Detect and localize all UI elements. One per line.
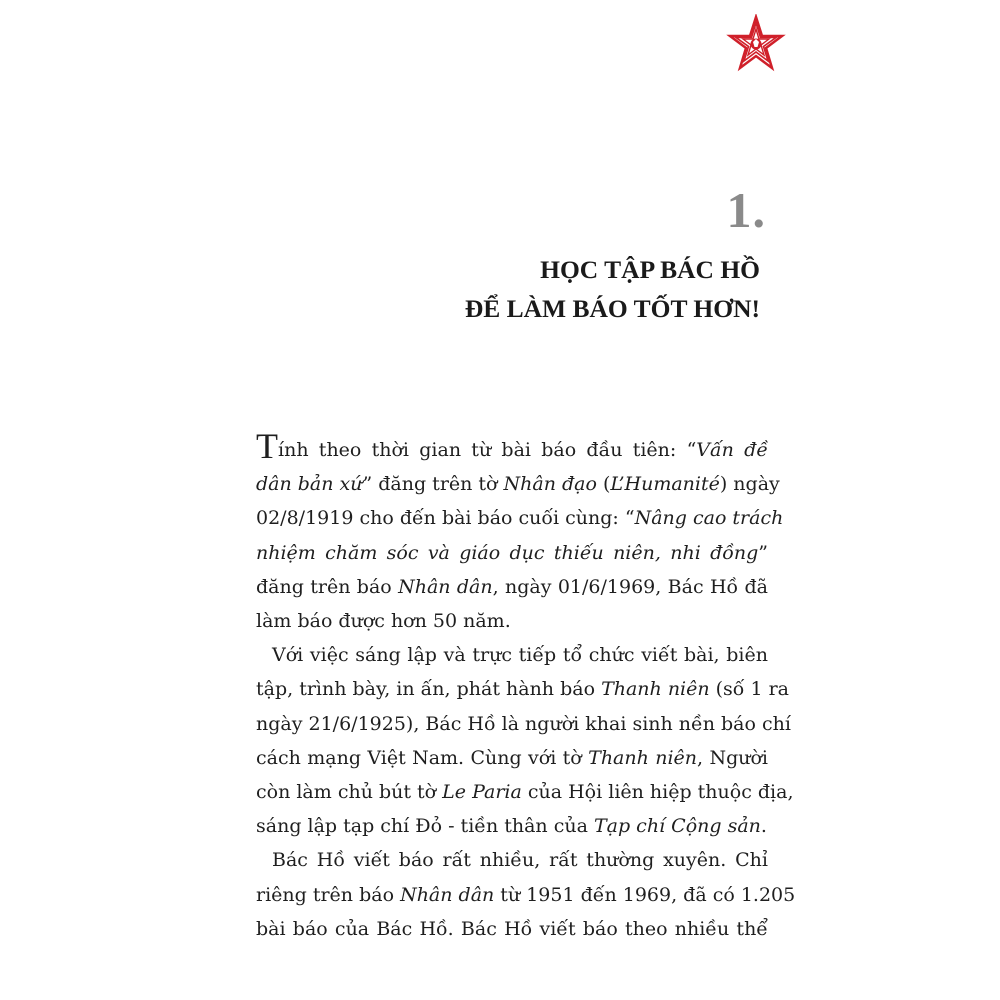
text-line	[256, 428, 768, 467]
text-run: từ 1951 đến 1969, đã có 1.205	[494, 883, 796, 906]
text-line	[256, 467, 780, 501]
text-line	[256, 638, 768, 672]
text-run: sáng lập tạp chí Đỏ - tiền thân của	[256, 815, 594, 838]
text-line	[256, 741, 768, 775]
chapter-number: 1.	[726, 182, 766, 238]
chapter-title-line-1: HỌC TẬP BÁC HỒ	[540, 255, 760, 284]
text-run: làm báo được hơn 50 năm.	[256, 610, 511, 633]
text-line	[256, 501, 784, 535]
paragraph-2	[256, 638, 794, 843]
text-run: ”	[758, 541, 768, 564]
drop-cap: T	[256, 426, 278, 466]
text-line	[256, 604, 768, 638]
italic-title: Thanh niên	[601, 678, 710, 701]
italic-title: Le Paria	[442, 781, 522, 804]
text-run: của Hội liên hiệp thuộc địa,	[521, 781, 794, 804]
text-line	[256, 775, 794, 809]
italic-title: Thanh niên	[588, 746, 698, 769]
italic-title: dân bản xứ	[256, 473, 363, 496]
italic-title: Nâng cao trách	[634, 507, 784, 530]
text-run: Bác Hồ viết báo rất nhiều, rất thường xuyên. Chỉ	[272, 849, 768, 872]
text-run: (số 1 ra	[709, 678, 790, 701]
text-run: ” đăng trên tờ	[362, 473, 504, 496]
text-line	[256, 878, 796, 912]
text-run: ) ngày	[719, 473, 780, 496]
text-run: ính theo thời gian từ bài báo đầu tiên: “	[278, 439, 697, 461]
text-run: đăng trên báo	[256, 575, 399, 598]
italic-title: Nhân đạo	[503, 473, 597, 496]
text-line	[256, 672, 790, 706]
italic-title: Nhân dân	[400, 883, 495, 906]
italic-title: Tạp chí Cộng sản	[593, 815, 761, 838]
text-run: .	[760, 815, 767, 838]
publisher-logo	[724, 14, 788, 78]
text-run: bài báo của Bác Hồ. Bác Hồ viết báo theo nhiều thể	[256, 917, 768, 940]
text-run: còn làm chủ bút tờ	[256, 781, 443, 804]
text-run: , Người	[697, 746, 768, 769]
text-line	[256, 809, 768, 843]
text-line	[256, 843, 768, 877]
paragraph-1	[256, 426, 784, 638]
paragraph-3	[256, 843, 796, 946]
text-line	[256, 912, 768, 946]
italic-title: nhiệm chăm sóc và giáo dục thiếu niên, nhi đồng	[256, 541, 759, 564]
body-text	[256, 426, 796, 946]
text-run: Với việc sáng lập và trực tiếp tổ chức viết bài, biên	[272, 644, 768, 667]
text-run: ngày 21/6/1925), Bác Hồ là người khai sinh nền báo chí	[256, 712, 791, 735]
text-line	[256, 536, 768, 570]
italic-title: Vấn đề	[696, 439, 769, 461]
italic-title: Nhân dân	[398, 575, 493, 598]
chapter-title	[465, 250, 760, 328]
text-run: tập, trình bày, in ấn, phát hành báo	[256, 678, 602, 701]
italic-title: L’Humanité	[610, 473, 720, 496]
chapter-title-line-2: ĐỂ LÀM BÁO TỐT HƠN!	[464, 294, 760, 323]
text-line	[256, 707, 791, 741]
text-run: , ngày 01/6/1969, Bác Hồ đã	[492, 575, 768, 598]
text-run: riêng trên báo	[256, 883, 401, 906]
text-line	[256, 570, 768, 604]
red-star-emblem-icon	[724, 14, 788, 78]
text-run: cách mạng Việt Nam. Cùng với tờ	[256, 746, 589, 769]
text-run: 02/8/1919 cho đến bài báo cuối cùng: “	[256, 507, 635, 530]
text-run: (	[596, 473, 611, 496]
